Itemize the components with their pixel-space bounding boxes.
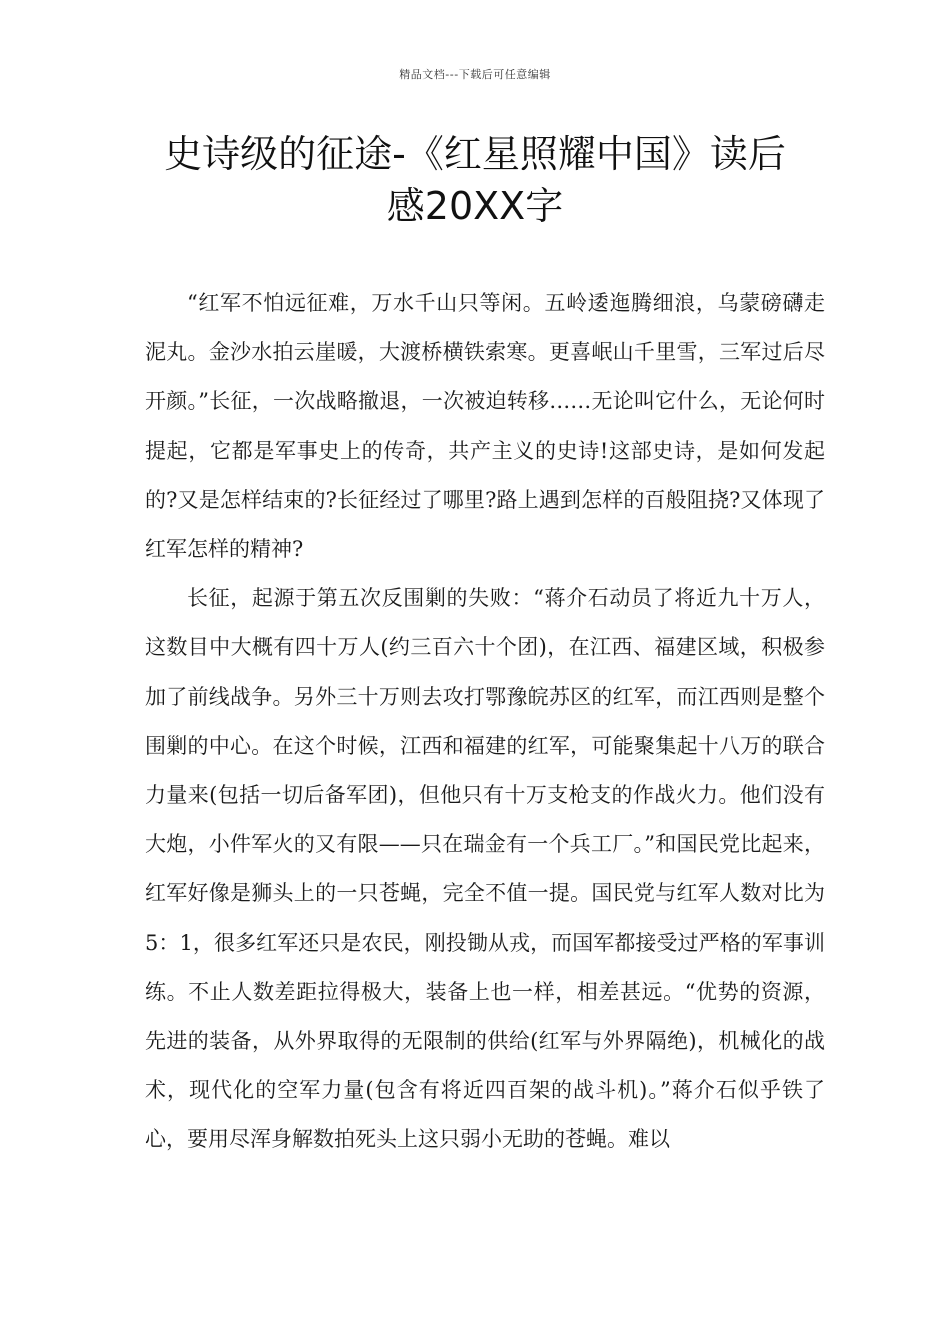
- header-note: 精品文档---下载后可任意编辑: [399, 68, 551, 81]
- paragraph-2: 长征，起源于第五次反围剿的失败：“蒋介石动员了将近九十万人，这数目中大概有四十万人(约三百六十个团)，在江西、福建区域，积极参加了前线战争。另外三十万则去攻打鄂豫皖苏区的红军，而江西则是整个围剿的中心。在这个时候，江西和福建的红军，可能聚集起十八万的联合力量来(包括一切后备军团)，但他只有十万支枪支的作战火力。他们没有大炮，小件军火的又有限——只在瑞金有一个兵工厂。”和国民党比起来，红军好像是狮头上的一只苍蝇，完全不值一提。国民党与红军人数对比为5：1，很多红军还只是农民，刚投锄从戎，而国军都接受过严格的军事训练。不止人数差距拉得极大，装备上也一样，相差甚远。“优势的资源，先进的装备，从外界取得的无限制的供给(红军与外界隔绝)，机械化的战术，现代化的空军力量(包含有将近四百架的战斗机)。”蒋介石似乎铁了心，要用尽浑身解数拍死头上这只弱小无助的苍蝇。难以: [145, 586, 825, 1152]
- document-title: [140, 128, 810, 232]
- document-body: [145, 279, 825, 1165]
- paragraph-1: “红军不怕远征难，万水千山只等闲。五岭逶迤腾细浪，乌蒙磅礴走泥丸。金沙水拍云崖暖，大渡桥横铁索寒。更喜岷山千里雪，三军过后尽开颜。”长征，一次战略撤退，一次被迫转移……无论叫它什么，无论何时提起，它都是军事史上的传奇，共产主义的史诗!这部史诗，是如何发起的?又是怎样结束的?长征经过了哪里?路上遇到怎样的百般阻挠?又体现了红军怎样的精神?: [145, 291, 825, 562]
- title-line-2: 感20XX字: [386, 184, 564, 228]
- title-line-1: 史诗级的征途-《红星照耀中国》读后: [164, 132, 786, 176]
